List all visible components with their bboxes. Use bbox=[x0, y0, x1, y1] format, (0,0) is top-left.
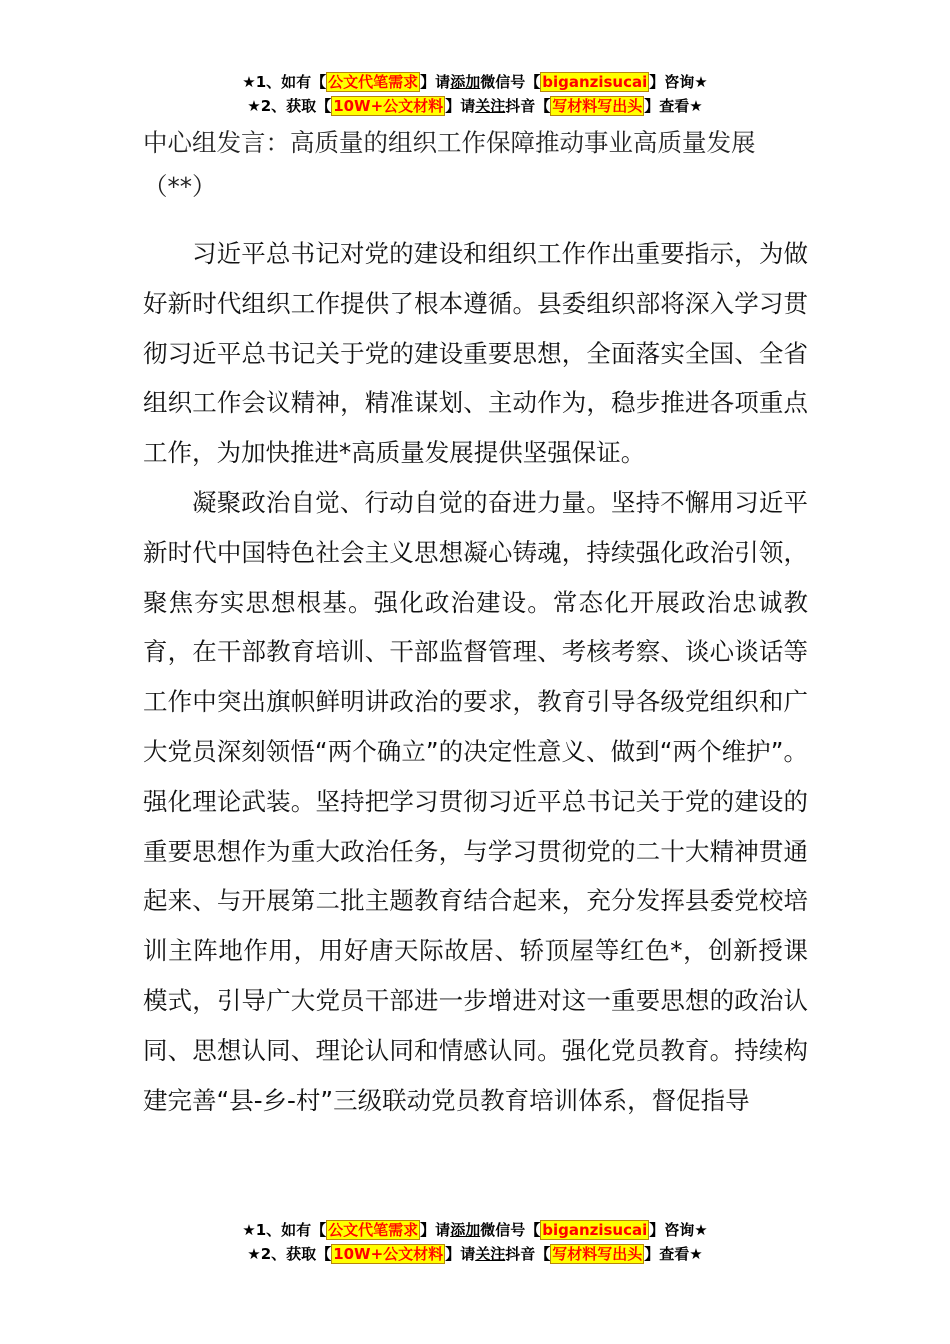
document-body bbox=[143, 121, 808, 1125]
promo-highlight: biganzisucai bbox=[542, 1221, 648, 1239]
promo-highlight: 公文代笔需求 bbox=[328, 73, 419, 91]
promo-text: 】咨询★ bbox=[649, 73, 708, 91]
promo-text: 】咨询★ bbox=[649, 1221, 708, 1239]
promo-highlight: 写材料写出头 bbox=[552, 97, 643, 115]
promo-text: 】查看★ bbox=[644, 97, 703, 115]
promo-text: 抖音【 bbox=[505, 97, 551, 115]
promo-highlight: biganzisucai bbox=[542, 73, 648, 91]
promo-text: 】请 bbox=[445, 1245, 476, 1263]
promo-text: ★2、获取【 bbox=[247, 97, 332, 115]
promo-highlight: 10W+公文材料 bbox=[333, 97, 444, 115]
paragraph-1: 习近平总书记对党的建设和组织工作作出重要指示，为做好新时代组织工作提供了根本遵循。县委组织部将深入学习贯彻习近平总书记关于党的建设重要思想，全面落实全国、全省组织工作会议精神，精准谋划、主动作为，稳步推进各项重点工作，为加快推进*高质量发展提供坚强保证。 bbox=[143, 239, 808, 468]
promo-line-1 bbox=[0, 70, 950, 94]
promo-highlight: 10W+公文材料 bbox=[333, 1245, 444, 1263]
promo-underline: 关注 bbox=[475, 1245, 506, 1263]
promo-text: ★2、获取【 bbox=[247, 1245, 332, 1263]
promo-text: 微信号【 bbox=[480, 1221, 541, 1239]
promo-text: ★1、如有【 bbox=[242, 73, 327, 91]
promo-underline: 关注 bbox=[475, 97, 506, 115]
promo-text: 微信号【 bbox=[480, 73, 541, 91]
promo-text: 抖音【 bbox=[505, 1245, 551, 1263]
promo-line-2 bbox=[0, 94, 950, 118]
promo-highlight: 公文代笔需求 bbox=[328, 1221, 419, 1239]
promo-highlight: 写材料写出头 bbox=[552, 1245, 643, 1263]
promo-text: ★1、如有【 bbox=[242, 1221, 327, 1239]
promo-line-2 bbox=[0, 1242, 950, 1266]
promo-underline: 添加 bbox=[450, 1221, 481, 1239]
promo-underline: 添加 bbox=[450, 73, 481, 91]
promo-text: 】请 bbox=[420, 1221, 451, 1239]
promo-text: 】请 bbox=[445, 97, 476, 115]
document-title: 中心组发言：高质量的组织工作保障推动事业高质量发展（**） bbox=[143, 128, 756, 201]
promo-text: 】请 bbox=[420, 73, 451, 91]
promo-text: 】查看★ bbox=[644, 1245, 703, 1263]
promo-banner-top bbox=[0, 70, 950, 118]
paragraph-2: 凝聚政治自觉、行动自觉的奋进力量。坚持不懈用习近平新时代中国特色社会主义思想凝心铸魂，持续强化政治引领，聚焦夯实思想根基。强化政治建设。常态化开展政治忠诚教育，在干部教育培训、干部监督管理、考核考察、谈心谈话等工作中突出旗帜鲜明讲政治的要求，教育引导各级党组织和广大党员深刻领悟“两个确立”的决定性意义、做到“两个维护”。强化理论武装。坚持把学习贯彻习近平总书记关于党的建设的重要思想作为重大政治任务，与学习贯彻党的二十大精神贯通起来、与开展第二批主题教育结合起来，充分发挥县委党校培训主阵地作用，用好唐天际故居、轿顶屋等红色*，创新授课模式，引导广大党员干部进一步增进对这一重要思想的政治认同、思想认同、理论认同和情感认同。强化党员教育。持续构建完善“县-乡-村”三级联动党员教育培训体系，督促指导 bbox=[143, 487, 808, 1115]
promo-line-1 bbox=[0, 1218, 950, 1242]
promo-banner-bottom bbox=[0, 1218, 950, 1266]
